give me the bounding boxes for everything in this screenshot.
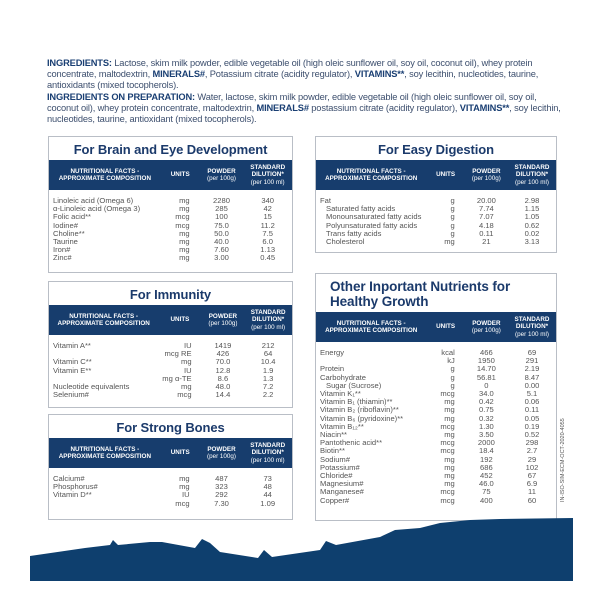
table-row [316,488,556,496]
nutrient-name: Niacin** [320,429,348,439]
nutrient-name: Fat [320,195,331,205]
nutrient-name: Magnesium# [320,479,364,489]
dilution-value: 6.9 [526,479,538,489]
powder-value: 400 [480,495,493,505]
header-composition: NUTRITIONAL FACTS - APPROXIMATE COMPOSITION [49,305,158,335]
table-title: For Brain and Eye Development [73,142,268,157]
nutrient-unit: mg [444,413,455,423]
dilution-value: 0.19 [524,421,540,431]
powder-value: 34.0 [478,388,494,398]
header-units: UNITS [158,305,201,335]
table-strong-bones [48,414,293,520]
nutrient-unit: mg [444,405,455,415]
table-row [49,500,292,508]
header-dilution: STANDARD DILUTION* (per 100 ml) [243,438,292,468]
dilution-value: 212 [261,340,275,350]
nutrient-name: Iodine# [53,220,78,230]
nutrient-unit: g [450,372,455,382]
nutrient-unit: mg [179,245,190,255]
nutrient-unit: mg [444,462,455,472]
table-row [316,447,556,455]
nutrition-table [316,160,556,246]
powder-value: 14.4 [215,390,231,400]
dilution-value: 3.13 [524,236,540,246]
table-title: Other Inportant Nutrients for Healthy Growth [330,279,511,309]
header-units: UNITS [161,160,200,190]
dilution-value: 291 [525,356,539,366]
powder-value: 2280 [213,195,230,205]
powder-value: 7.74 [478,204,494,214]
nutrient-unit: mg [179,473,190,483]
nutrition-table [49,160,292,263]
table-row [49,238,292,246]
dilution-value: 1.15 [524,204,540,214]
powder-value: 192 [480,454,493,464]
nutrient-unit: mg [179,236,190,246]
powder-value: 1950 [477,356,495,366]
nutrient-unit: kJ [447,356,455,366]
powder-value: 1419 [214,340,232,350]
nutrient-name: Phosphorus# [53,482,98,492]
powder-value: 46.0 [478,479,494,489]
powder-value: 0.11 [479,228,494,238]
dilution-value: 0.11 [524,405,540,415]
nutrient-name: Sodium# [320,454,350,464]
table-row [49,391,292,399]
header-units: UNITS [161,438,200,468]
powder-value: 100 [215,212,228,222]
nutrient-unit: mcg [440,388,455,398]
nutrient-unit: mg [444,479,455,489]
powder-value: 4.18 [478,220,494,230]
powder-value: 2000 [477,438,495,448]
nutrient-unit: mg α-TE [162,373,192,383]
ingredients-text [47,58,562,125]
nutrient-name: Biotin** [320,446,345,456]
nutrient-name: Iron# [53,245,71,255]
nutrient-unit: kcal [441,347,455,357]
dilution-value: 0.52 [524,429,540,439]
table-row [316,423,556,431]
dilution-value: 0.06 [524,397,540,407]
nutrient-unit: mg [444,236,455,246]
nutrient-unit: mcg [440,487,455,497]
header-powder: POWDER (per 100g) [200,438,244,468]
nutrient-unit: mcg [177,390,192,400]
nutrient-name: Vitamin B₁ (thiamin)** [320,397,393,407]
header-composition: NUTRITIONAL FACTS - APPROXIMATE COMPOSITION [49,160,161,190]
dilution-value: 8.47 [524,372,540,382]
nutrient-name: Cholesterol [326,236,365,246]
nutrient-name: Potassium# [320,462,360,472]
table-row [49,335,292,350]
powder-value: 70.0 [215,357,231,367]
dilution-value: 60 [527,495,537,505]
document-code: IN-ISO-SIM-ECM-OCT-2020-4055 [560,418,566,502]
dilution-value: 298 [525,438,539,448]
nutrient-unit: IU [182,490,190,500]
header-dilution: STANDARD DILUTION* (per 100 ml) [243,160,292,190]
table-row [49,468,292,483]
nutrient-name: Taurine [53,236,78,246]
dilution-value: 48 [263,482,272,492]
nutrient-name: Vitamin B₆ (pyridoxine)** [320,413,404,423]
nutrition-table [316,312,556,505]
nutrient-unit: g [450,220,455,230]
nutrient-unit: g [450,364,455,374]
nutrient-unit: mcg [440,421,455,431]
dilution-value: 0.45 [260,253,276,263]
nutrient-unit: mg [179,195,190,205]
nutrient-unit: mg [179,228,190,238]
nutrient-name [49,500,161,508]
header-powder: POWDER (per 100g) [465,160,508,190]
dilution-value: 29 [527,454,537,464]
nutrient-unit: g [450,380,455,390]
nutrient-unit: mcg [440,446,455,456]
nutrient-name: Vitamin K₁** [320,388,361,398]
table-row [49,190,292,205]
powder-value: 0.42 [478,397,494,407]
dilution-value: 1.05 [524,212,540,222]
nutrient-unit: mg [179,253,190,263]
header-powder: POWDER (per 100g) [465,312,508,342]
nutrient-unit: mcg [440,495,455,505]
dilution-value: 340 [261,195,275,205]
powder-value: 75.0 [214,220,229,230]
nutrient-unit: mcg RE [164,349,192,359]
nutrient-name: Vitamin B₁₂** [320,421,364,431]
powder-value: 40.0 [214,236,229,246]
header-powder: POWDER (per 100g) [200,160,244,190]
preparation-paragraph: INGREDIENTS ON PREPARATION: Water, lactose, skim milk powder, edible vegetable oil (high oleic sunflower oil, soy oil, coconut oil), whey protein concentrate, maltodextrin, MINERALS# postassium citrate (acidity regulator), VITAMINS**, soy lecithin, nucleotides, taurine, antioxidant (mixed tocopherols). [47,91,561,125]
table-row [316,342,556,357]
table-row [49,246,292,254]
powder-value: 12.8 [215,365,231,375]
nutrient-name: Saturated fatty acids [326,204,396,214]
table-header-row [49,160,292,190]
dilution-value: 67 [527,470,537,480]
header-composition: NUTRITIONAL FACTS - APPROXIMATE COMPOSITION [316,312,426,342]
powder-value: 7.30 [214,498,229,508]
dilution-value: 15 [263,212,272,222]
dilution-value: 1.9 [262,365,274,375]
powder-value: 3.00 [214,253,229,263]
table-row [316,238,556,246]
header-composition: NUTRITIONAL FACTS - APPROXIMATE COMPOSITION [49,438,161,468]
powder-value: 0.75 [478,405,494,415]
table-easy-digestion [315,136,557,253]
dilution-value: 0.62 [524,220,540,230]
nutrition-table [49,438,292,508]
table-row [316,497,556,505]
nutrition-table [49,305,292,399]
table-row [316,357,556,365]
dilution-value: 2.98 [524,195,540,205]
header-composition: NUTRITIONAL FACTS - APPROXIMATE COMPOSITION [316,160,426,190]
dilution-value: 6.0 [262,236,273,246]
table-row [49,213,292,221]
table-immunity [48,281,293,408]
nutrient-unit: mcg [175,212,190,222]
header-units: UNITS [426,312,464,342]
powder-value: 48.0 [215,381,231,391]
header-dilution: STANDARD DILUTION* (per 100 ml) [508,160,556,190]
nutrient-name: Linoleic acid (Omega 6) [53,195,134,205]
nutrient-name: Manganese# [320,487,364,497]
table-header-row [316,312,556,342]
table-row [316,439,556,447]
nutrient-unit: g [450,195,455,205]
nutrient-name: Monounsaturated fatty acids [326,212,422,222]
table-row [49,491,292,499]
powder-value: 7.07 [478,212,494,222]
nutrient-unit: mg [444,454,455,464]
powder-value: 1.30 [478,421,494,431]
nutrient-unit: mcg [440,438,455,448]
dilution-value: 0.00 [524,380,540,390]
powder-value: 466 [480,347,493,357]
dilution-value: 64 [263,349,273,359]
nutrient-name: Polyunsaturated fatty acids [326,220,418,230]
dilution-value: 7.2 [262,381,274,391]
nutrient-unit: mg [181,357,192,367]
powder-value: 18.4 [478,446,494,456]
dilution-value: 11.2 [260,220,275,230]
nutrient-name: Calcium# [53,473,85,483]
dilution-value: 7.5 [262,228,273,238]
dilution-value: 2.19 [524,364,540,374]
table-title: For Immunity [129,287,212,302]
table-other-nutrients [315,273,557,521]
powder-value: 686 [480,462,493,472]
nutrient-unit: mg [444,470,455,480]
nutrient-name: Vitamin D** [53,490,92,500]
dilution-value: 42 [263,204,272,214]
nutrient-name: Vitamin A** [53,340,91,350]
dilution-value: 1.13 [260,245,276,255]
nutrient-unit: mg [181,381,192,391]
nutrient-name: Trans fatty acids [326,228,382,238]
nutrient-name: Protein [320,364,345,374]
header-units: UNITS [426,160,464,190]
powder-value: 426 [216,349,230,359]
powder-value: 75 [482,487,491,497]
nutrient-name: Selenium# [53,390,89,400]
nutrient-name: Pantothenic acid** [320,438,383,448]
powder-value: 285 [215,204,228,214]
dilution-value: 69 [527,347,537,357]
powder-value: 452 [480,470,493,480]
nutrient-unit: mg [179,204,190,214]
nutrient-name: α-Linoleic acid (Omega 3) [53,204,141,214]
mountain-shape [30,518,573,581]
dilution-value: 1.09 [260,498,276,508]
nutrient-name: Carbohydrate [320,372,367,382]
header-dilution: STANDARD DILUTION* (per 100 ml) [244,305,292,335]
table-row [49,254,292,262]
nutrient-unit: g [450,228,455,238]
nutrient-name: Vitamin B₂ (riboflavin)** [320,405,399,415]
table-row [316,190,556,205]
table-header-row [49,305,292,335]
nutrient-unit: g [450,204,455,214]
nutrient-name: Sugar (Sucrose) [326,380,382,390]
dilution-value: 11 [528,487,536,497]
powder-value: 292 [215,490,228,500]
nutrient-name: Energy [320,347,345,357]
nutrient-unit: mg [444,397,455,407]
nutrient-name: Copper# [320,495,350,505]
nutrient-unit: mcg [175,498,190,508]
table-header-row [316,160,556,190]
powder-value: 8.6 [217,373,229,383]
ingredients-paragraph: INGREDIENTS: Lactose, skim milk powder, edible vegetable oil (high oleic sunflower oil, soy oil, coconut oil), whey protein concentrate, maltodextrin, MINERALS#, Potassium citrate (acidity regulator), VITAMINS**, soy lecithin, nucleotides, taurine, antioxidants (mixed tocopherols). [47,58,539,91]
powder-value: 56.81 [476,372,496,382]
dilution-value: 0.02 [524,228,540,238]
powder-value: 14.70 [476,364,496,374]
nutrient-unit: IU [183,340,192,350]
nutrient-name: Vitamin C** [53,357,92,367]
powder-value: 487 [215,473,228,483]
nutrient-unit: mg [179,482,190,492]
nutrient-unit: mcg [175,220,190,230]
powder-value: 7.60 [214,245,229,255]
powder-value: 20.00 [476,195,496,205]
nutrient-unit: g [450,212,455,222]
nutrient-name: Nucleotide equivalents [53,381,130,391]
header-dilution: STANDARD DILUTION* (per 100 ml) [508,312,556,342]
dilution-value: 5.1 [526,388,538,398]
powder-value: 323 [215,482,228,492]
header-powder: POWDER (per 100g) [202,305,245,335]
table-brain-eye [48,136,293,273]
dilution-value: 2.7 [526,446,538,456]
dilution-value: 0.05 [524,413,540,423]
powder-value: 0.32 [478,413,494,423]
nutrient-name: Chloride# [320,470,353,480]
table-title: For Strong Bones [116,420,225,435]
table-row [49,230,292,238]
table-title: For Easy Digestion [378,142,494,157]
powder-value: 3.50 [478,429,494,439]
nutrient-name: Choline** [53,228,85,238]
dilution-value: 44 [263,490,272,500]
dilution-value: 2.2 [262,390,274,400]
dilution-value: 1.3 [262,373,274,383]
nutrient-unit: mg [444,429,455,439]
table-header-row [49,438,292,468]
powder-value: 0 [484,380,489,390]
dilution-value: 102 [525,462,539,472]
dilution-value: 10.4 [260,357,276,367]
powder-value: 50.0 [214,228,229,238]
nutrient-name: Vitamin E** [53,365,92,375]
table-row [49,222,292,230]
dilution-value: 73 [263,473,272,483]
nutrient-unit: IU [183,365,192,375]
nutrient-name: Folic acid** [53,212,91,222]
powder-value: 21 [482,236,491,246]
nutrient-name: Zinc# [53,253,72,263]
mountain-wave-decoration [0,515,600,600]
